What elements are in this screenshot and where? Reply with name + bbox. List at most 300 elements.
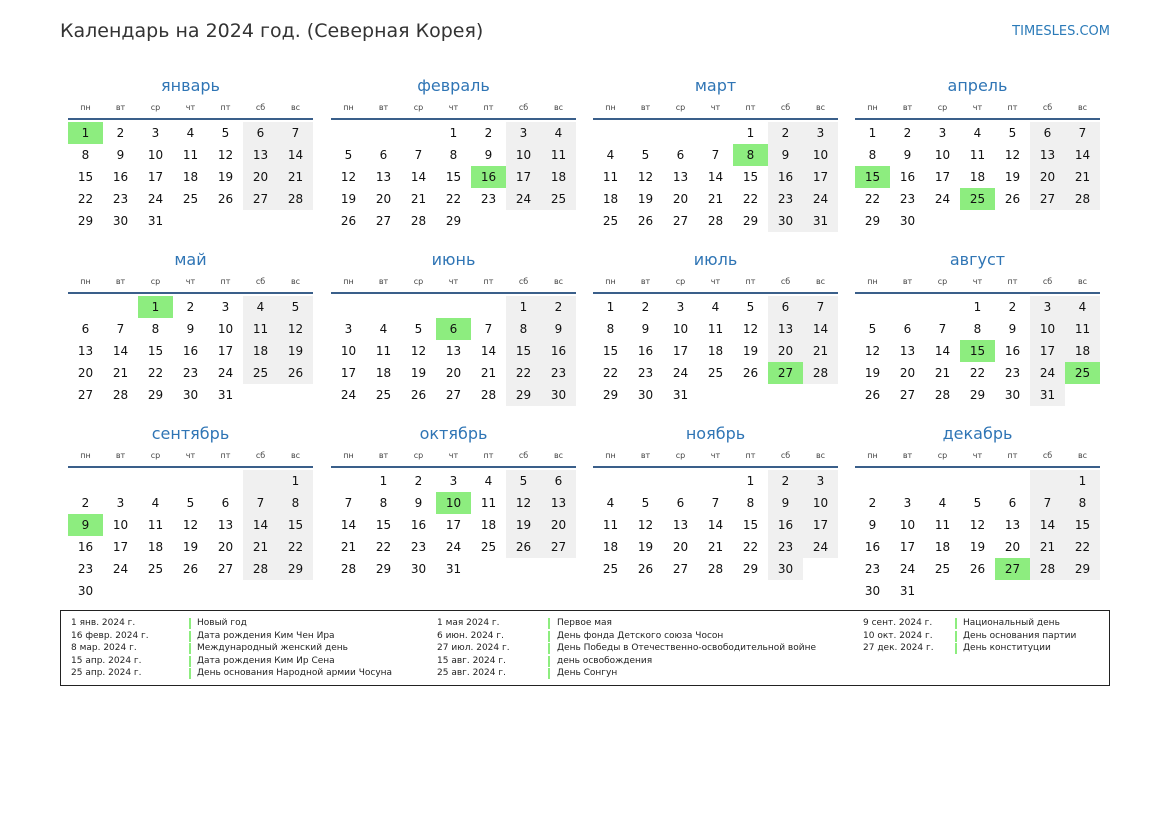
weekday-label: чт bbox=[185, 277, 196, 286]
day-cell: 23 bbox=[480, 192, 497, 206]
day-cell: 6 bbox=[243, 122, 278, 144]
day-cell: 25 bbox=[375, 388, 392, 402]
day-cell: 22 bbox=[506, 362, 541, 384]
day-cell: 4 bbox=[541, 122, 576, 144]
week-row bbox=[68, 340, 313, 362]
legend-holiday-name: Международный женский день bbox=[197, 643, 348, 653]
day-cell: 12 bbox=[637, 170, 654, 184]
day-cell: 10 bbox=[899, 518, 916, 532]
day-cell: 5 bbox=[868, 322, 877, 336]
day-cell: 30 bbox=[864, 584, 881, 598]
day-cell: 1 bbox=[973, 300, 982, 314]
day-cell: 9 bbox=[768, 144, 803, 166]
weekday-label: вт bbox=[640, 451, 651, 460]
legend-date: 27 дек. 2024 г. bbox=[863, 643, 934, 653]
empty-cell bbox=[103, 470, 138, 492]
weekday-label: чт bbox=[710, 103, 721, 112]
calendar-grid bbox=[68, 74, 1102, 604]
month-name: июль bbox=[693, 250, 738, 269]
day-cell: 11 bbox=[934, 518, 951, 532]
day-cell: 24 bbox=[217, 366, 234, 380]
day-cell: 28 bbox=[243, 558, 278, 580]
day-cell: 24 bbox=[803, 536, 838, 558]
week-row bbox=[68, 492, 313, 514]
day-cell: 31 bbox=[803, 210, 838, 232]
day-cell: 21 bbox=[340, 540, 357, 554]
day-cell: 27 bbox=[217, 562, 234, 576]
weekday-label: пт bbox=[220, 277, 231, 286]
month-name: май bbox=[174, 250, 207, 269]
weekday-label: чт bbox=[185, 451, 196, 460]
week-row bbox=[593, 188, 838, 210]
weekday-label: пт bbox=[220, 451, 231, 460]
day-cell: 29 bbox=[742, 562, 759, 576]
day-cell: 29 bbox=[742, 214, 759, 228]
day-cell: 10 bbox=[1030, 318, 1065, 340]
week-row bbox=[593, 470, 838, 492]
empty-cell bbox=[331, 470, 366, 492]
legend-date: 25 авг. 2024 г. bbox=[437, 668, 506, 678]
day-cell: 16 bbox=[637, 344, 654, 358]
weekday-label: пт bbox=[483, 451, 494, 460]
empty-cell bbox=[138, 580, 173, 602]
weekday-label: вт bbox=[902, 277, 913, 286]
legend-holiday-name: Национальный день bbox=[963, 618, 1060, 628]
day-cell: 17 bbox=[1030, 340, 1065, 362]
day-cell: 27 bbox=[995, 558, 1030, 580]
day-cell: 20 bbox=[1030, 166, 1065, 188]
week-row bbox=[855, 492, 1100, 514]
day-cell: 11 bbox=[243, 318, 278, 340]
day-cell: 12 bbox=[182, 518, 199, 532]
day-cell: 2 bbox=[414, 474, 423, 488]
day-cell: 22 bbox=[742, 540, 759, 554]
day-cell: 5 bbox=[1008, 126, 1017, 140]
week-row bbox=[855, 210, 1100, 232]
day-cell: 21 bbox=[243, 536, 278, 558]
day-cell: 24 bbox=[803, 188, 838, 210]
month-name: апрель bbox=[947, 76, 1008, 95]
day-cell: 3 bbox=[803, 470, 838, 492]
week-row bbox=[68, 514, 313, 536]
day-cell: 13 bbox=[541, 492, 576, 514]
day-cell: 31 bbox=[1030, 384, 1065, 406]
empty-cell bbox=[1030, 210, 1065, 232]
empty-cell bbox=[1030, 470, 1065, 492]
day-cell: 20 bbox=[672, 540, 689, 554]
day-cell: 12 bbox=[278, 318, 313, 340]
legend-holiday-name: День основания Народной армии Чосуна bbox=[197, 668, 393, 678]
weekday-label: вс bbox=[815, 277, 826, 286]
weekday-label: сб bbox=[255, 103, 266, 112]
day-cell: 18 bbox=[243, 340, 278, 362]
day-cell: 15 bbox=[278, 514, 313, 536]
day-cell: 8 bbox=[81, 148, 90, 162]
week-row bbox=[331, 492, 576, 514]
day-cell: 21 bbox=[1030, 536, 1065, 558]
weekday-label: чт bbox=[972, 277, 983, 286]
day-cell: 8 bbox=[746, 496, 755, 510]
month-name: февраль bbox=[417, 76, 490, 95]
day-cell: 29 bbox=[864, 214, 881, 228]
day-cell: 7 bbox=[1030, 492, 1065, 514]
day-cell: 31 bbox=[445, 562, 462, 576]
day-cell: 27 bbox=[77, 388, 94, 402]
day-cell: 29 bbox=[278, 558, 313, 580]
weekday-label: пн bbox=[80, 277, 91, 286]
weekday-label: ср bbox=[150, 103, 161, 112]
weekday-label: вс bbox=[815, 103, 826, 112]
empty-cell bbox=[401, 296, 436, 318]
day-cell: 24 bbox=[672, 366, 689, 380]
day-cell: 18 bbox=[147, 540, 164, 554]
day-cell: 28 bbox=[1030, 558, 1065, 580]
day-cell: 28 bbox=[1065, 188, 1100, 210]
week-row bbox=[855, 188, 1100, 210]
day-cell: 3 bbox=[903, 496, 912, 510]
day-cell: 2 bbox=[768, 122, 803, 144]
weekday-label: ср bbox=[150, 451, 161, 460]
day-cell: 10 bbox=[803, 144, 838, 166]
day-cell: 20 bbox=[445, 366, 462, 380]
day-cell: 13 bbox=[77, 344, 94, 358]
legend-date: 1 янв. 2024 г. bbox=[71, 618, 136, 628]
weekday-label: пн bbox=[867, 277, 878, 286]
empty-cell bbox=[960, 210, 995, 232]
week-row bbox=[68, 536, 313, 558]
day-cell: 30 bbox=[899, 214, 916, 228]
day-cell: 20 bbox=[899, 366, 916, 380]
empty-cell bbox=[960, 470, 995, 492]
day-cell: 11 bbox=[1065, 318, 1100, 340]
empty-cell bbox=[278, 580, 313, 602]
day-cell: 3 bbox=[1030, 296, 1065, 318]
month-9 bbox=[331, 422, 576, 580]
empty-cell bbox=[698, 122, 733, 144]
weekday-label: ср bbox=[150, 277, 161, 286]
day-cell: 9 bbox=[484, 148, 493, 162]
day-cell: 23 bbox=[864, 562, 881, 576]
day-cell: 9 bbox=[903, 148, 912, 162]
weekday-label: сб bbox=[780, 277, 791, 286]
legend-date: 15 апр. 2024 г. bbox=[71, 655, 142, 666]
day-cell: 14 bbox=[707, 518, 724, 532]
day-cell: 7 bbox=[711, 496, 720, 510]
empty-cell bbox=[541, 558, 576, 580]
day-cell: 21 bbox=[707, 192, 724, 206]
day-cell: 2 bbox=[484, 126, 493, 140]
day-cell: 1 bbox=[506, 296, 541, 318]
empty-cell bbox=[173, 580, 208, 602]
day-cell: 7 bbox=[116, 322, 125, 336]
day-cell: 6 bbox=[379, 148, 388, 162]
day-cell: 10 bbox=[217, 322, 234, 336]
month-name: март bbox=[694, 76, 737, 95]
week-row bbox=[593, 514, 838, 536]
empty-cell bbox=[243, 580, 278, 602]
day-cell: 30 bbox=[637, 388, 654, 402]
legend-holiday-name: День Сонгун bbox=[557, 668, 618, 678]
day-cell: 12 bbox=[637, 518, 654, 532]
day-cell: 23 bbox=[1004, 366, 1021, 380]
weekday-label: ср bbox=[675, 103, 686, 112]
day-cell: 6 bbox=[436, 318, 471, 340]
empty-cell bbox=[925, 470, 960, 492]
day-cell: 1 bbox=[1065, 470, 1100, 492]
legend-color-marker bbox=[548, 668, 550, 679]
day-cell: 18 bbox=[1065, 340, 1100, 362]
day-cell: 11 bbox=[480, 496, 497, 510]
empty-cell bbox=[855, 470, 890, 492]
week-row bbox=[593, 296, 838, 318]
week-row bbox=[331, 318, 576, 340]
day-cell: 10 bbox=[147, 148, 164, 162]
day-cell: 7 bbox=[803, 296, 838, 318]
week-row bbox=[593, 318, 838, 340]
weekday-label: вс bbox=[1077, 451, 1088, 460]
empty-cell bbox=[803, 558, 838, 580]
legend-date: 25 апр. 2024 г. bbox=[71, 668, 142, 678]
empty-cell bbox=[925, 580, 960, 602]
day-cell: 31 bbox=[672, 388, 689, 402]
weekday-label: пт bbox=[745, 103, 756, 112]
legend-date: 9 сент. 2024 г. bbox=[863, 618, 933, 628]
day-cell: 4 bbox=[606, 148, 615, 162]
day-cell: 5 bbox=[186, 496, 195, 510]
day-cell: 29 bbox=[445, 214, 462, 228]
empty-cell bbox=[243, 384, 278, 406]
empty-cell bbox=[331, 122, 366, 144]
day-cell: 18 bbox=[182, 170, 199, 184]
day-cell: 7 bbox=[938, 322, 947, 336]
empty-cell bbox=[855, 296, 890, 318]
week-row bbox=[855, 318, 1100, 340]
month-0 bbox=[68, 74, 313, 232]
weekday-label: пт bbox=[1007, 451, 1018, 460]
empty-cell bbox=[628, 122, 663, 144]
day-cell: 13 bbox=[445, 344, 462, 358]
week-row bbox=[68, 362, 313, 384]
day-cell: 14 bbox=[243, 514, 278, 536]
day-cell: 21 bbox=[278, 166, 313, 188]
day-cell: 30 bbox=[768, 210, 803, 232]
weekday-header bbox=[593, 98, 838, 120]
day-cell: 27 bbox=[899, 388, 916, 402]
weekday-label: пт bbox=[483, 103, 494, 112]
week-row bbox=[68, 188, 313, 210]
day-cell: 16 bbox=[768, 514, 803, 536]
day-cell: 29 bbox=[506, 384, 541, 406]
weekday-header bbox=[855, 98, 1100, 120]
day-cell: 29 bbox=[969, 388, 986, 402]
weekday-label: пт bbox=[220, 103, 231, 112]
day-cell: 9 bbox=[768, 492, 803, 514]
day-cell: 27 bbox=[375, 214, 392, 228]
month-4 bbox=[68, 248, 313, 406]
day-cell: 3 bbox=[803, 122, 838, 144]
weekday-label: вс bbox=[1077, 277, 1088, 286]
day-cell: 28 bbox=[112, 388, 129, 402]
empty-cell bbox=[68, 296, 103, 318]
empty-cell bbox=[1065, 384, 1100, 406]
day-cell: 14 bbox=[480, 344, 497, 358]
weekday-header bbox=[68, 98, 313, 120]
weekday-label: пт bbox=[745, 277, 756, 286]
day-cell: 8 bbox=[1065, 492, 1100, 514]
weekday-header bbox=[331, 446, 576, 468]
day-cell: 13 bbox=[672, 518, 689, 532]
day-cell: 3 bbox=[676, 300, 685, 314]
day-cell: 11 bbox=[969, 148, 986, 162]
weekday-label: пн bbox=[605, 277, 616, 286]
day-cell: 21 bbox=[707, 540, 724, 554]
week-row bbox=[855, 558, 1100, 580]
day-cell: 27 bbox=[243, 188, 278, 210]
month-2 bbox=[593, 74, 838, 232]
empty-cell bbox=[1065, 580, 1100, 602]
day-cell: 10 bbox=[436, 492, 471, 514]
day-cell: 27 bbox=[1030, 188, 1065, 210]
day-cell: 17 bbox=[672, 344, 689, 358]
weekday-label: вт bbox=[115, 103, 126, 112]
day-cell: 5 bbox=[506, 470, 541, 492]
day-cell: 14 bbox=[803, 318, 838, 340]
week-row bbox=[331, 470, 576, 492]
day-cell: 20 bbox=[1004, 540, 1021, 554]
day-cell: 6 bbox=[768, 296, 803, 318]
day-cell: 3 bbox=[938, 126, 947, 140]
day-cell: 25 bbox=[541, 188, 576, 210]
weekday-header bbox=[593, 272, 838, 294]
week-row bbox=[593, 340, 838, 362]
weekday-label: сб bbox=[780, 103, 791, 112]
day-cell: 18 bbox=[602, 192, 619, 206]
week-row bbox=[68, 144, 313, 166]
day-cell: 18 bbox=[934, 540, 951, 554]
weekday-label: вс bbox=[553, 103, 564, 112]
day-cell: 6 bbox=[676, 148, 685, 162]
day-cell: 30 bbox=[182, 388, 199, 402]
day-cell: 15 bbox=[375, 518, 392, 532]
day-cell: 18 bbox=[541, 166, 576, 188]
day-cell: 30 bbox=[77, 584, 94, 598]
legend-item bbox=[61, 617, 1101, 630]
day-cell: 24 bbox=[340, 388, 357, 402]
empty-cell bbox=[471, 558, 506, 580]
legend-date: 10 окт. 2024 г. bbox=[863, 630, 933, 641]
week-row bbox=[593, 362, 838, 384]
day-cell: 28 bbox=[480, 388, 497, 402]
day-cell: 17 bbox=[803, 166, 838, 188]
week-row bbox=[593, 166, 838, 188]
empty-cell bbox=[471, 210, 506, 232]
day-cell: 28 bbox=[934, 388, 951, 402]
month-11 bbox=[855, 422, 1100, 602]
day-cell: 20 bbox=[672, 192, 689, 206]
weekday-header bbox=[331, 272, 576, 294]
day-cell: 6 bbox=[1008, 496, 1017, 510]
day-cell: 15 bbox=[742, 518, 759, 532]
day-cell: 6 bbox=[541, 470, 576, 492]
day-cell: 6 bbox=[676, 496, 685, 510]
day-cell: 21 bbox=[934, 366, 951, 380]
empty-cell bbox=[541, 210, 576, 232]
weekday-label: вс bbox=[553, 277, 564, 286]
day-cell: 2 bbox=[903, 126, 912, 140]
weekday-label: пт bbox=[483, 277, 494, 286]
day-cell: 5 bbox=[414, 322, 423, 336]
day-cell: 4 bbox=[186, 126, 195, 140]
day-cell: 19 bbox=[506, 514, 541, 536]
empty-cell bbox=[1065, 210, 1100, 232]
legend-holiday-name: День Победы в Отечественно-освободительной войне bbox=[557, 643, 817, 653]
day-cell: 8 bbox=[606, 322, 615, 336]
site-link[interactable]: TIMESLES.COM bbox=[1012, 24, 1110, 39]
day-cell: 3 bbox=[506, 122, 541, 144]
day-cell: 2 bbox=[1008, 300, 1017, 314]
legend-holiday-name: Дата рождения Ким Чен Ира bbox=[197, 630, 335, 641]
day-cell: 15 bbox=[960, 340, 995, 362]
day-cell: 16 bbox=[182, 344, 199, 358]
empty-cell bbox=[471, 296, 506, 318]
weekday-label: чт bbox=[972, 451, 983, 460]
week-row bbox=[331, 296, 576, 318]
weekday-label: сб bbox=[1042, 277, 1053, 286]
day-cell: 25 bbox=[243, 362, 278, 384]
day-cell: 14 bbox=[707, 170, 724, 184]
month-name: январь bbox=[161, 76, 220, 95]
day-cell: 21 bbox=[803, 340, 838, 362]
day-cell: 12 bbox=[217, 148, 234, 162]
weekday-header bbox=[68, 446, 313, 468]
day-cell: 20 bbox=[77, 366, 94, 380]
day-cell: 25 bbox=[1065, 362, 1100, 384]
day-cell: 1 bbox=[138, 296, 173, 318]
day-cell: 8 bbox=[379, 496, 388, 510]
day-cell: 4 bbox=[606, 496, 615, 510]
day-cell: 17 bbox=[506, 166, 541, 188]
day-cell: 13 bbox=[243, 144, 278, 166]
empty-cell bbox=[103, 296, 138, 318]
day-cell: 10 bbox=[340, 344, 357, 358]
day-cell: 11 bbox=[375, 344, 392, 358]
day-cell: 30 bbox=[541, 384, 576, 406]
legend-item bbox=[61, 642, 1101, 655]
day-cell: 2 bbox=[541, 296, 576, 318]
day-cell: 9 bbox=[868, 518, 877, 532]
empty-cell bbox=[173, 210, 208, 232]
weekday-label: пн bbox=[605, 103, 616, 112]
day-cell: 12 bbox=[969, 518, 986, 532]
day-cell: 9 bbox=[414, 496, 423, 510]
weekday-label: сб bbox=[518, 277, 529, 286]
day-cell: 5 bbox=[278, 296, 313, 318]
day-cell: 20 bbox=[541, 514, 576, 536]
day-cell: 24 bbox=[899, 562, 916, 576]
day-cell: 19 bbox=[864, 366, 881, 380]
day-cell: 4 bbox=[1065, 296, 1100, 318]
day-cell: 4 bbox=[711, 300, 720, 314]
day-cell: 4 bbox=[151, 496, 160, 510]
day-cell: 22 bbox=[969, 366, 986, 380]
week-row bbox=[68, 122, 313, 144]
day-cell: 23 bbox=[899, 192, 916, 206]
day-cell: 3 bbox=[116, 496, 125, 510]
week-row bbox=[855, 536, 1100, 558]
day-cell: 12 bbox=[742, 322, 759, 336]
day-cell: 19 bbox=[637, 540, 654, 554]
day-cell: 25 bbox=[147, 562, 164, 576]
